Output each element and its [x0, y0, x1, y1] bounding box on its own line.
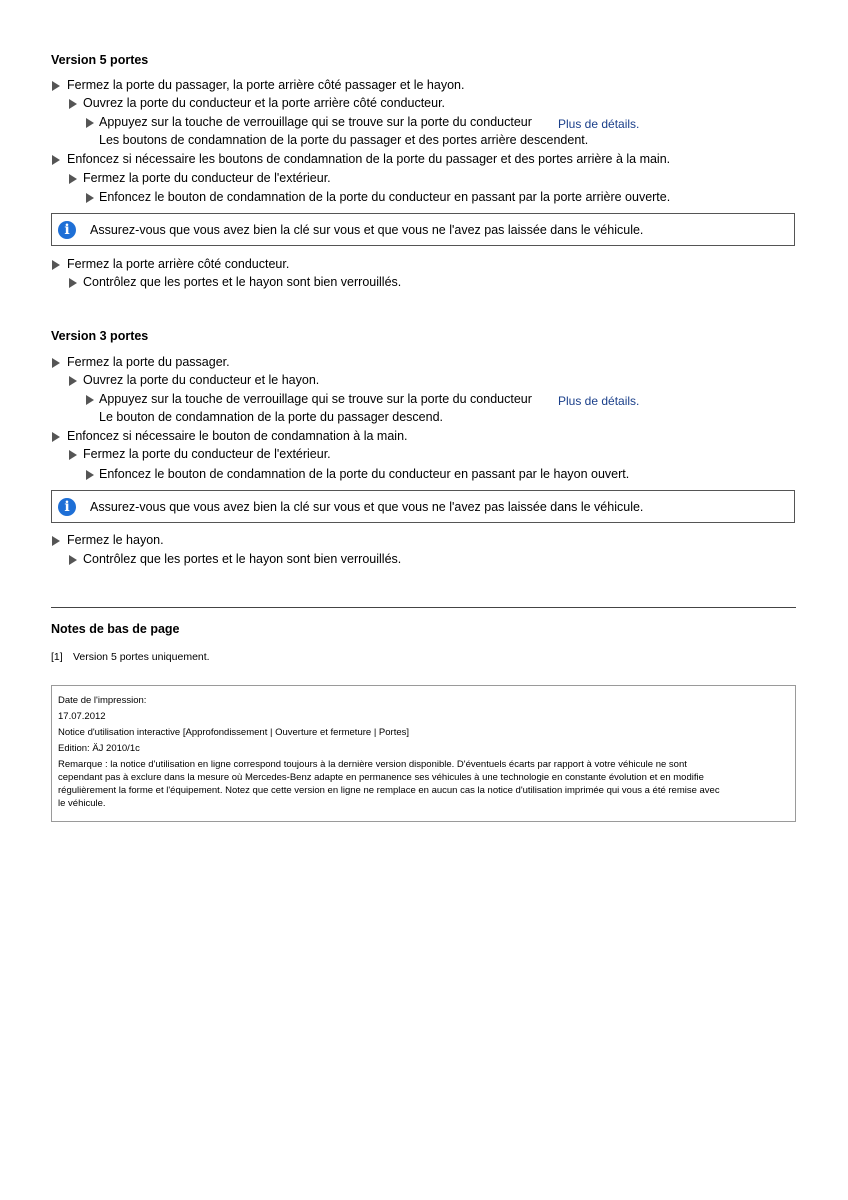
- divider: [51, 607, 796, 608]
- right-triangle-icon: [52, 432, 60, 442]
- right-triangle-icon: [52, 358, 60, 368]
- step-text: Ouvrez la porte du conducteur et le hayon.: [83, 373, 320, 387]
- step-text: Ouvrez la porte du conducteur et la porte arrière côté conducteur.: [83, 96, 446, 110]
- info-note-text: Assurez-vous que vous avez bien la clé sur vous et que vous ne l'avez pas laissée dans le véhicule.: [90, 223, 644, 237]
- step-text: Fermez la porte du conducteur de l'extérieur.: [83, 171, 331, 185]
- print-date: 17.07.2012: [58, 711, 106, 722]
- remark-line: régulièrement la forme et l'équipement. Notez que cette version en ligne ne remplace en aucun cas la notice d'utilisation imprimée qui vous a été remise avec: [58, 785, 720, 796]
- info-note-box: [51, 213, 795, 246]
- footnote-text: Version 5 portes uniquement.: [73, 651, 210, 663]
- right-triangle-icon: [52, 155, 60, 165]
- right-triangle-icon: [86, 470, 94, 480]
- step-text: Fermez le hayon.: [67, 533, 164, 547]
- step-text: Appuyez sur la touche de verrouillage qui se trouve sur la porte du conducteur: [99, 392, 532, 406]
- right-triangle-icon: [86, 395, 94, 405]
- step-text: Fermez la porte du passager.: [67, 355, 230, 369]
- right-triangle-icon: [69, 278, 77, 288]
- info-note-box: [51, 490, 795, 523]
- section-title-3-doors: Version 3 portes: [51, 329, 149, 343]
- info-icon: [58, 221, 76, 239]
- step-text: Fermez la porte arrière côté conducteur.: [67, 257, 290, 271]
- right-triangle-icon: [69, 450, 77, 460]
- right-triangle-icon: [52, 260, 60, 270]
- remark-line: cependant pas à exclure dans la mesure où Mercedes-Benz adapte en permanence ses véhicules à une technologie en constante évolution et en modifie: [58, 772, 704, 783]
- step-text: Appuyez sur la touche de verrouillage qui se trouve sur la porte du conducteur: [99, 115, 532, 129]
- edition: Edition: ÄJ 2010/1c: [58, 743, 140, 754]
- footnotes-title: Notes de bas de page: [51, 622, 180, 636]
- right-triangle-icon: [52, 536, 60, 546]
- step-text: Fermez la porte du conducteur de l'extérieur.: [83, 447, 331, 461]
- step-text: Enfoncez le bouton de condamnation de la porte du conducteur en passant par le hayon ouvert.: [99, 467, 630, 481]
- details-link[interactable]: Plus de détails.: [558, 394, 640, 408]
- section-title-5-doors: Version 5 portes: [51, 53, 149, 67]
- remark-line: le véhicule.: [58, 798, 106, 809]
- right-triangle-icon: [69, 555, 77, 565]
- right-triangle-icon: [69, 376, 77, 386]
- remark-line: Remarque : la notice d'utilisation en ligne correspond toujours à la dernière version disponible. D'éventuels écarts par rapport à votre véhicule ne sont: [58, 759, 687, 770]
- step-text: Enfoncez le bouton de condamnation de la porte du conducteur en passant par la porte arrière ouverte.: [99, 190, 671, 204]
- right-triangle-icon: [86, 118, 94, 128]
- print-date-label: Date de l'impression:: [58, 695, 147, 706]
- info-note-text: Assurez-vous que vous avez bien la clé sur vous et que vous ne l'avez pas laissée dans le véhicule.: [90, 500, 644, 514]
- details-link[interactable]: Plus de détails.: [558, 117, 640, 131]
- step-text: Enfoncez si nécessaire les boutons de condamnation de la porte du passager et des portes arrière à la main.: [67, 152, 671, 166]
- step-text: Contrôlez que les portes et le hayon sont bien verrouillés.: [83, 552, 402, 566]
- right-triangle-icon: [69, 99, 77, 109]
- print-info-box: [51, 685, 796, 822]
- right-triangle-icon: [69, 174, 77, 184]
- footnote-ref: [1]: [51, 651, 63, 663]
- step-text: Enfoncez si nécessaire le bouton de condamnation à la main.: [67, 429, 408, 443]
- right-triangle-icon: [52, 81, 60, 91]
- document-path: Notice d'utilisation interactive [Approfondissement | Ouverture et fermeture | Portes]: [58, 727, 410, 738]
- step-text: Fermez la porte du passager, la porte arrière côté passager et le hayon.: [67, 78, 465, 92]
- info-icon: [58, 498, 76, 516]
- step-result-text: Les boutons de condamnation de la porte du passager et des portes arrière descendent.: [99, 133, 589, 147]
- step-text: Contrôlez que les portes et le hayon sont bien verrouillés.: [83, 275, 402, 289]
- step-result-text: Le bouton de condamnation de la porte du passager descend.: [99, 410, 444, 424]
- right-triangle-icon: [86, 193, 94, 203]
